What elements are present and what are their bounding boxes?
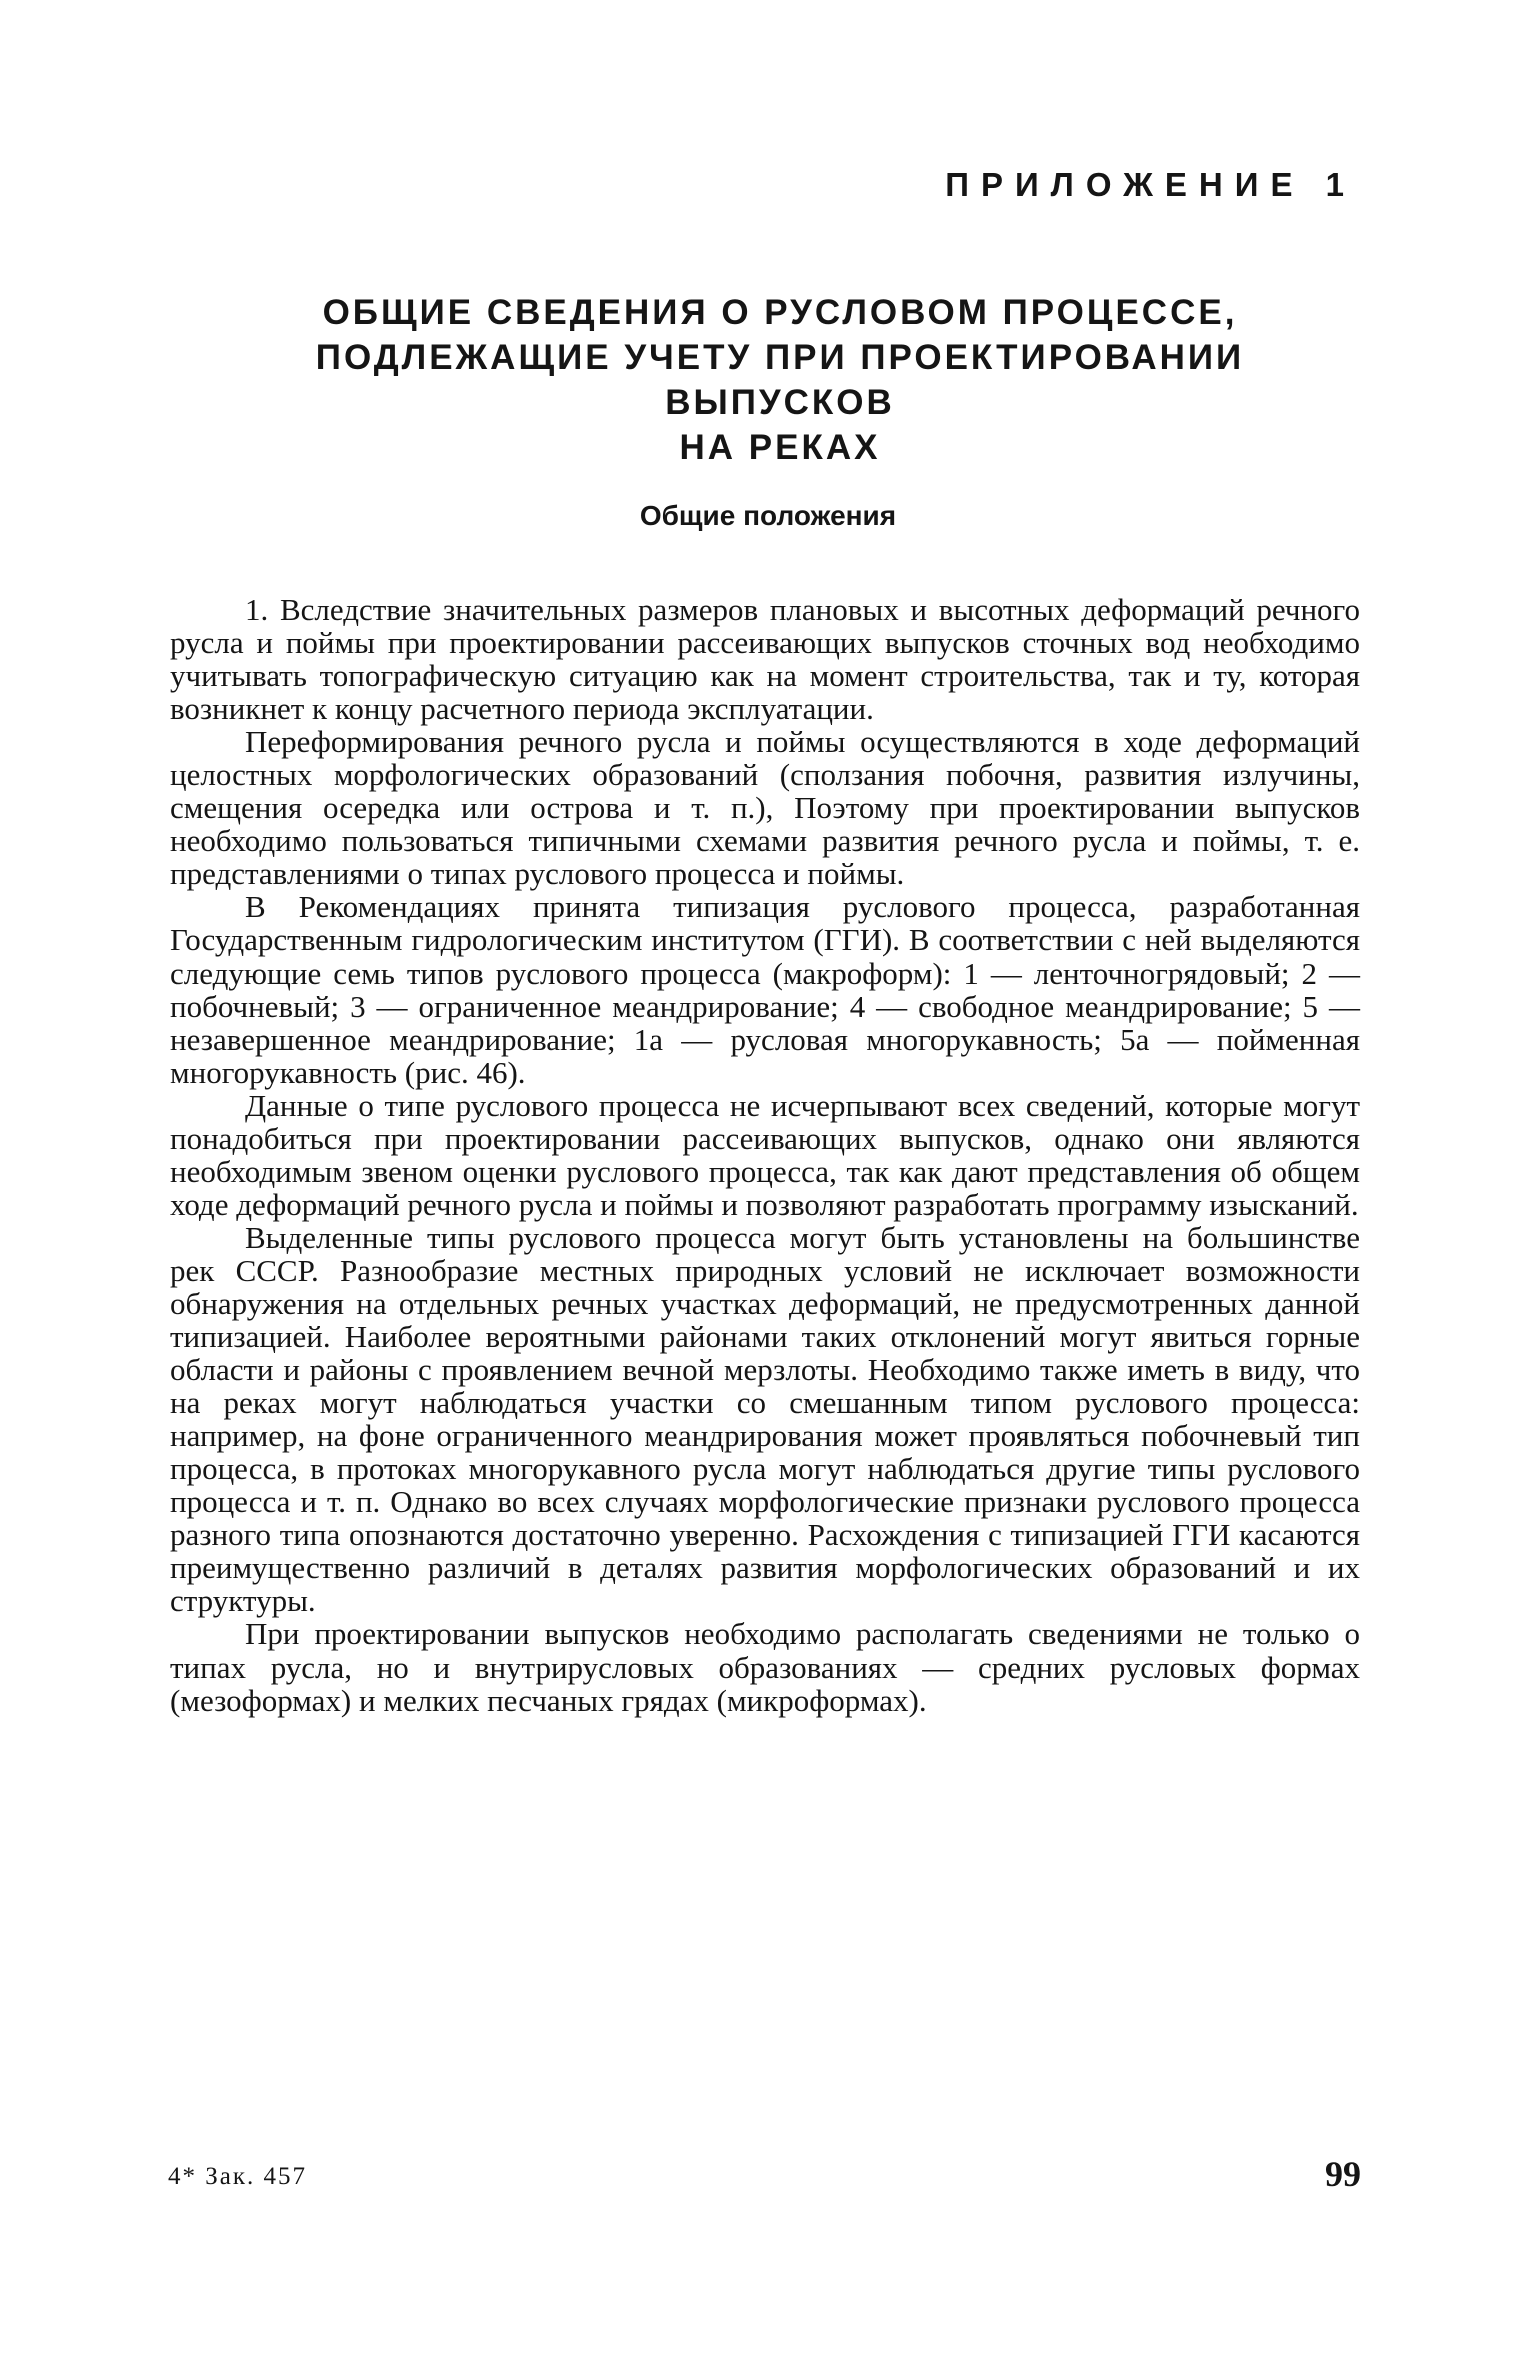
title-line: ПОДЛЕЖАЩИЕ УЧЕТУ ПРИ ПРОЕКТИРОВАНИИ ВЫПУСКОВ [315,338,1245,422]
section-heading: Общие положения [639,500,897,531]
page-number: 99 [1325,2154,1361,2194]
page-title [200,290,1360,470]
appendix-label: ПРИЛОЖЕНИЕ 1 [945,166,1356,203]
paragraph: При проектировании выпусков необходимо располагать сведениями не только о типах русла, но и внутрирусловых образованиях — средних русловых формах (мезоформах) и мелких песчаных грядах (микроформах). [170,1616,1360,1718]
paragraph: 1. Вследствие значительных размеров плановых и высотных деформаций речного русла и поймы при проектировании рассеивающих выпусков сточных вод необходимо учитывать топографическую ситуацию как на момент строительства, так и ту, которая возникнет к концу расчетного периода эксплуатации. [170,592,1360,727]
paragraph: Выделенные типы руслового процесса могут быть установлены на большинстве рек СССР. Разнообразие местных природных условий не исключает возможности обнаружения на отдельных речных участках деформаций, не предусмотренных данной типизацией. Наиболее вероятными районами таких отклонений могут явиться горные области и районы с проявлением вечной мерзлоты. Необходимо также иметь в виду, что на реках могут наблюдаться участки со смешанным типом руслового процесса: например, на фоне ограниченного меандрирования может проявляться побочневый тип процесса, в протоках многорукавного русла могут наблюдаться другие типы руслового процесса и т. п. Однако во всех случаях морфологические признаки руслового процесса разного типа опознаются достаточно уверенно. Расхождения с типизацией ГГИ касаются преимущественно различий в деталях развития морфологических образований и их структуры. [170,1219,1360,1619]
footer-signature: 4* Зак. 457 [168,2163,308,2190]
paragraph: В Рекомендациях принята типизация руслового процесса, разработанная Государственным гидрологическим институтом (ГГИ). В соответствии с ней выделяются следующие семь типов руслового процесса (макроформ): 1 — ленточногрядовый; 2 — побочневый; 3 — ограниченное меандрирование; 4 — свободное меандрирование; 5 — незавершенное меандрирование; 1а — русловая многорукавность; 5а — пойменная многорукавность (рис. 46). [170,889,1360,1090]
paragraph: Переформирования речного русла и поймы осуществляются в ходе деформаций целостных морфологических образований (сползания побочня, развития излучины, смещения осередка или острова и т. п.), Поэтому при проектировании выпусков необходимо пользоваться типичными схемами развития речного русла и поймы, т. е. представлениями о типах руслового процесса и поймы. [170,724,1360,892]
title-line: ОБЩИЕ СВЕДЕНИЯ О РУСЛОВОМ ПРОЦЕССЕ, [322,293,1238,332]
body-text [170,593,1360,1717]
title-line: НА РЕКАХ [679,428,881,467]
paragraph: Данные о типе руслового процесса не исчерпывают всех сведений, которые могут понадобиться при проектировании рассеивающих выпусков, однако они являются необходимым звеном оценки руслового процесса, так как дают представления об общем ходе деформаций речного русла и поймы и позволяют разработать программу изысканий. [170,1087,1360,1222]
